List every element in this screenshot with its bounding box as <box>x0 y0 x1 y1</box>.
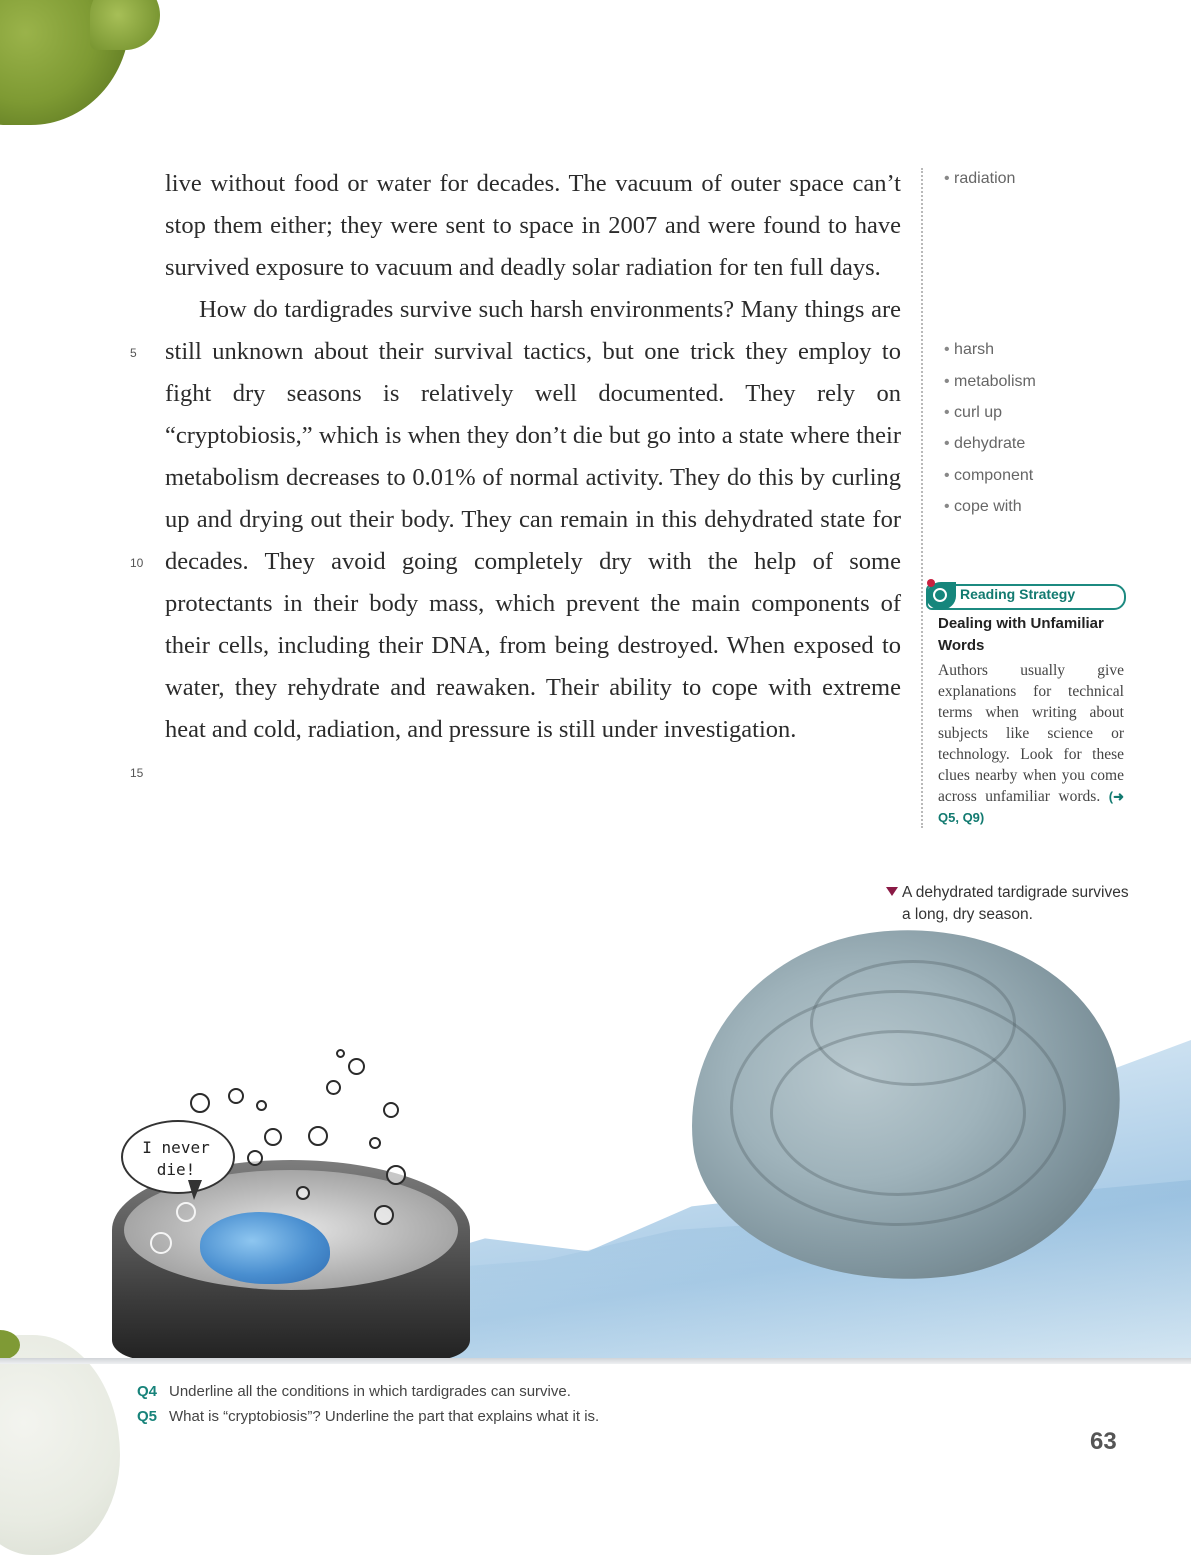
vocab-item: • metabolism <box>944 373 1036 391</box>
line-number-10: 10 <box>130 556 144 570</box>
question-text: Underline all the conditions in which tardigrades can survive. <box>169 1383 571 1400</box>
bubble <box>348 1058 365 1075</box>
question-reference: (➜ Q5, Q9) <box>938 789 1125 825</box>
paragraph-1: live without food or water for decades. The vacuum of outer space can’t stop them either; they were sent to space in 2007 and were found to have survived exposure to vacuum and deadly solar radiation for ten full days. <box>165 170 901 281</box>
vocab-item: • curl up <box>944 404 1002 422</box>
bubble <box>369 1137 381 1149</box>
moss-decoration-bottom <box>0 1335 120 1555</box>
question-q4 <box>137 1383 571 1400</box>
question-number: Q5 <box>137 1408 158 1425</box>
reading-passage <box>165 163 901 751</box>
bubble <box>326 1080 341 1095</box>
question-number: Q4 <box>137 1383 158 1400</box>
bubble <box>308 1126 328 1146</box>
bubble <box>374 1205 394 1225</box>
vocab-item: • cope with <box>944 498 1022 516</box>
vocab-item: • radiation <box>944 170 1015 188</box>
vocab-item: • dehydrate <box>944 435 1025 453</box>
margin-divider <box>921 168 923 828</box>
target-ring-icon <box>933 588 947 602</box>
reading-strategy-text: Authors usually give explanations for technical terms when writing about subjects like science or technology. Look for these clues nearby when you come across unfamiliar words. <box>938 662 1124 805</box>
bubble <box>336 1049 345 1058</box>
target-dot-icon <box>927 579 935 587</box>
bubble <box>150 1232 172 1254</box>
paragraph-2: How do tardigrades survive such harsh environments? Many things are still unknown about their survival tactics, but one trick they employ to fight dry seasons is relatively well documented. They rely on “cryptobiosis,” which is when they don’t die but go into a state where their metabolism decreases to 0.01% of normal activity. They do this by curling up and drying out their body. They can remain in this dehydrated state for decades. They avoid going completely dry with the help of some protectants in their body mass, which prevent the main components of their cells, including their DNA, from being destroyed. When exposed to water, they rehydrate and reawaken. Their ability to cope with extreme heat and cold, radiation, and pressure is still under investigation. <box>165 296 901 743</box>
bubble <box>383 1102 399 1118</box>
speech-bubble-tail <box>188 1180 202 1200</box>
speech-bubble-text: I never die! <box>142 1138 210 1179</box>
reading-strategy-title: Dealing with Unfamiliar Words <box>938 615 1104 654</box>
line-number-15: 15 <box>130 766 144 780</box>
bubble <box>190 1093 210 1113</box>
bubble <box>176 1202 196 1222</box>
image-caption: A dehydrated tardigrade survives a long, dry season. <box>902 884 1129 923</box>
bubble <box>264 1128 282 1146</box>
tardigrade-fold <box>810 960 1016 1086</box>
bubble <box>296 1186 310 1200</box>
footer-divider <box>0 1358 1191 1364</box>
bubble <box>228 1088 244 1104</box>
question-q5 <box>137 1408 599 1425</box>
caption-triangle-icon <box>886 887 898 896</box>
question-text: What is “cryptobiosis”? Underline the part that explains what it is. <box>169 1408 600 1425</box>
bubble <box>247 1150 263 1166</box>
line-number-5: 5 <box>130 346 137 360</box>
vocab-item: • harsh <box>944 341 994 359</box>
reading-strategy-body <box>938 660 1124 828</box>
bubble <box>386 1165 406 1185</box>
vocab-item: • component <box>944 467 1033 485</box>
bubble <box>256 1100 267 1111</box>
moss-leaf-decoration <box>90 0 160 50</box>
page-number: 63 <box>1090 1428 1117 1455</box>
reading-strategy-label: Reading Strategy <box>960 586 1076 602</box>
